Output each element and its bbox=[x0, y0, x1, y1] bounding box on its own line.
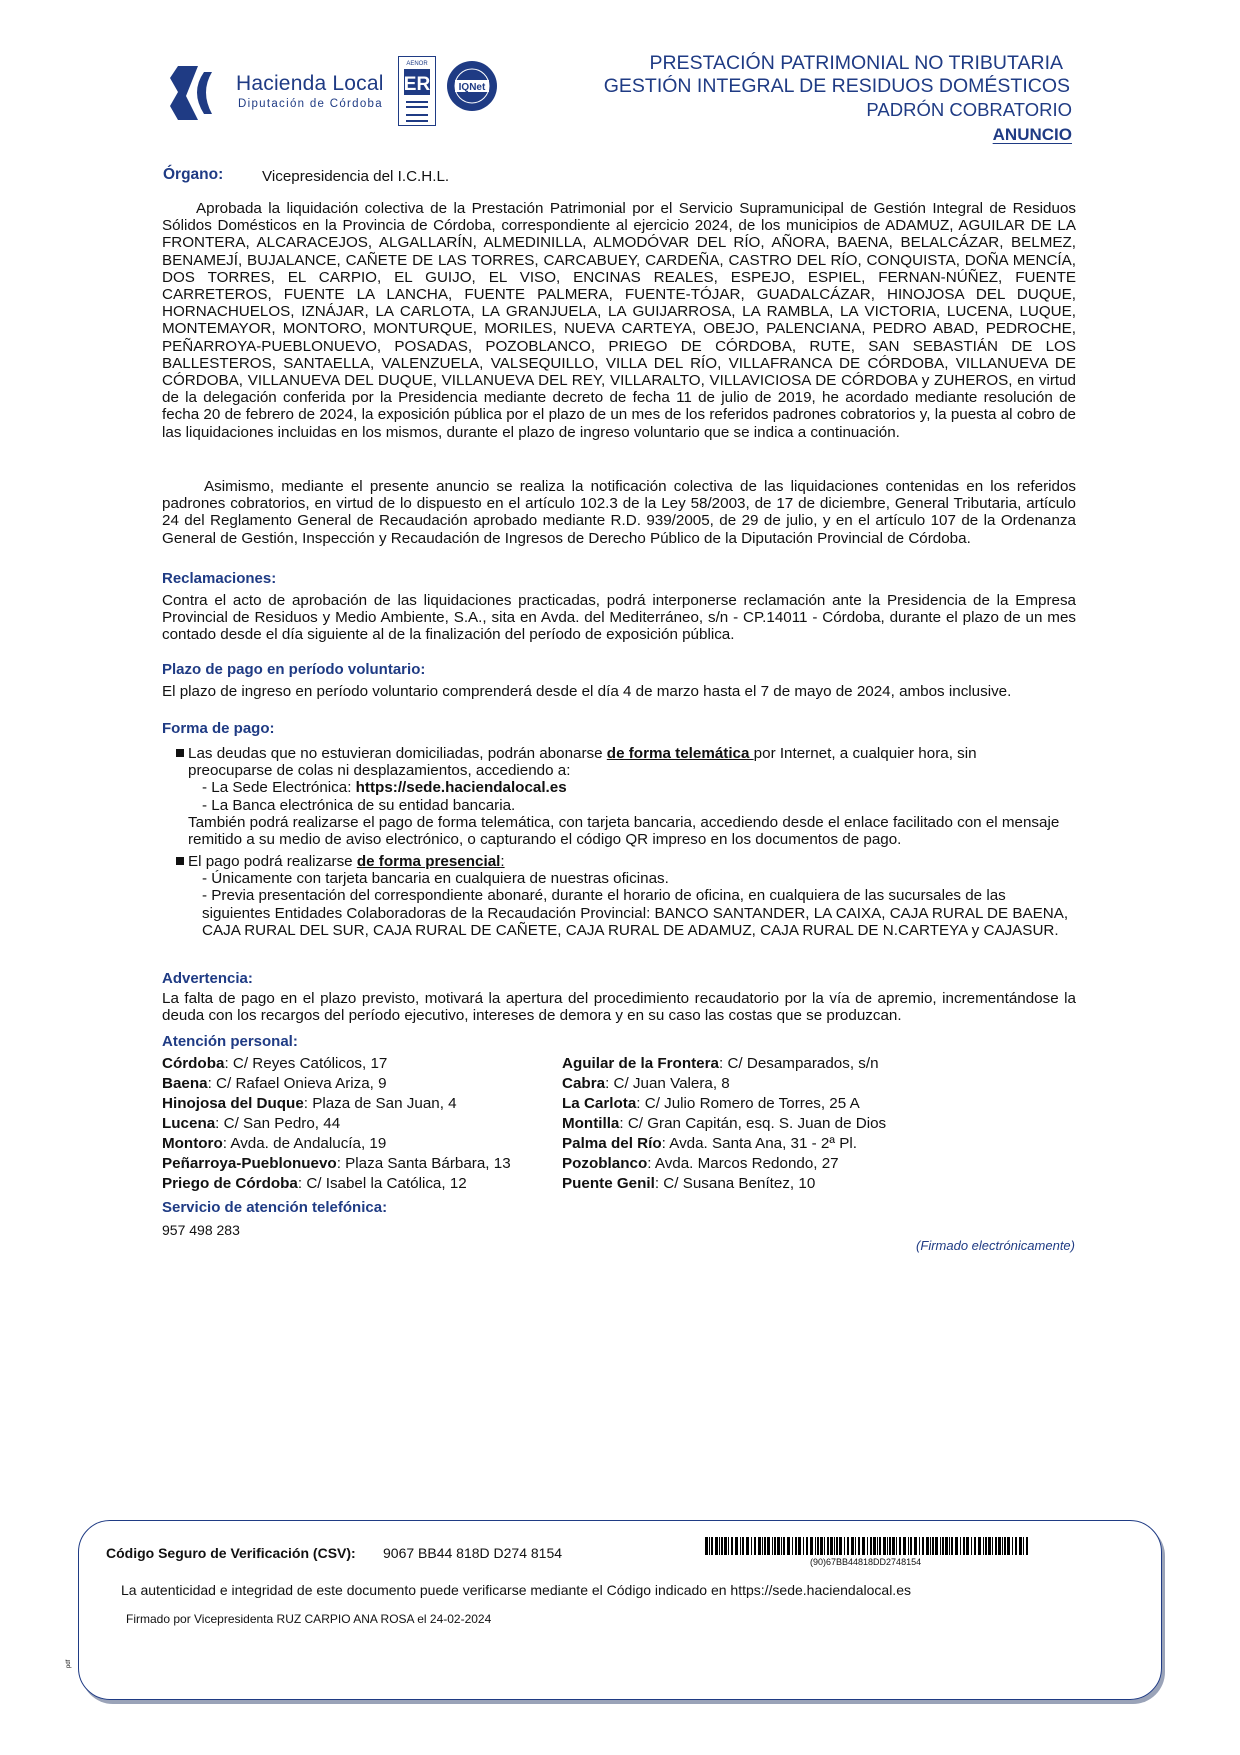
plazo-text: El plazo de ingreso en período voluntario comprenderá desde el día 4 de marzo hasta el 7 de mayo de 2024, ambos inclusive. bbox=[162, 683, 1012, 700]
svg-text:ER: ER bbox=[403, 74, 431, 95]
office-city: Córdoba bbox=[162, 1055, 225, 1072]
barcode-icon bbox=[705, 1537, 1030, 1555]
bullet-square-icon bbox=[176, 749, 184, 757]
office-row: Pozoblanco: Avda. Marcos Redondo, 27 bbox=[562, 1155, 839, 1172]
authenticity-text: La autenticidad e integridad de este documento puede verificarse mediante el Código indicado en https://sede.haciendalocal.es bbox=[121, 1582, 911, 1598]
office-city: Priego de Córdoba bbox=[162, 1175, 298, 1192]
office-address: C/ Juan Valera, 8 bbox=[613, 1075, 730, 1092]
office-address: C/ Susana Benítez, 10 bbox=[663, 1175, 816, 1192]
header-title-2: GESTIÓN INTEGRAL DE RESIDUOS DOMÉSTICOS bbox=[603, 75, 1070, 97]
office-address: C/ Gran Capitán, esq. S. Juan de Dios bbox=[627, 1115, 887, 1132]
office-city: Pozoblanco bbox=[562, 1155, 648, 1172]
logo-subtitle: Diputación de Córdoba bbox=[238, 98, 383, 110]
bullet-square-icon bbox=[176, 857, 184, 865]
office-address: C/ Rafael Onieva Ariza, 9 bbox=[216, 1075, 387, 1092]
office-address: C/ Julio Romero de Torres, 25 A bbox=[644, 1095, 860, 1112]
logo-name: Hacienda Local bbox=[236, 72, 384, 95]
sede-url-link[interactable]: https://sede.haciendalocal.es bbox=[355, 779, 567, 797]
office-row: La Carlota: C/ Julio Romero de Torres, 25 A bbox=[562, 1095, 860, 1112]
banca-item: - La Banca electrónica de su entidad bancaria. bbox=[202, 796, 516, 814]
office-city: Montoro bbox=[162, 1135, 223, 1152]
offices-right-list bbox=[562, 1054, 1062, 1194]
office-row: Aguilar de la Frontera: C/ Desamparados, s/n bbox=[562, 1055, 879, 1072]
office-address: Avda. de Andalucía, 19 bbox=[230, 1135, 387, 1152]
office-city: Baena bbox=[162, 1075, 208, 1092]
svg-text:AENOR: AENOR bbox=[406, 61, 428, 67]
office-row: Lucena: C/ San Pedro, 44 bbox=[162, 1115, 341, 1132]
office-city: Aguilar de la Frontera bbox=[562, 1055, 719, 1072]
presencial-item-2-text: - Previa presentación del correspondiente abonaré, durante el horario de oficina, en cualquiera de las sucursales de las siguientes Entidades Colaboradoras de la Recaudación Provincial: BANCO SANTANDER, LA CAIXA, CAJA RURAL DE BAENA, CAJA RURAL DEL SUR, CAJA RURAL DE CAÑETE, CAJA RURAL DE ADAMUZ, CAJA RURAL DE N.CARTEYA y CAJASUR. bbox=[202, 887, 1069, 939]
side-mark: pdf bbox=[66, 1659, 72, 1668]
firmado-electronicamente: (Firmado electrónicamente) bbox=[916, 1238, 1075, 1253]
offices-left-list bbox=[162, 1054, 552, 1194]
signed-by-text: Firmado por Vicepresidenta RUZ CARPIO ANA ROSA el 24-02-2024 bbox=[126, 1612, 492, 1626]
header-title-3: PADRÓN COBRATORIO bbox=[866, 99, 1072, 120]
office-row: Hinojosa del Duque: Plaza de San Juan, 4 bbox=[162, 1095, 457, 1112]
aenor-certification-icon bbox=[398, 56, 436, 126]
presencial-intro: El pago podrá realizarse bbox=[188, 853, 357, 870]
iqnet-certification-icon bbox=[446, 60, 498, 112]
office-address: Plaza Santa Bárbara, 13 bbox=[345, 1155, 511, 1172]
organo-label: Órgano: bbox=[163, 166, 224, 183]
office-row: Palma del Río: Avda. Santa Ana, 31 - 2ª Pl. bbox=[562, 1135, 857, 1152]
office-city: Lucena bbox=[162, 1115, 216, 1132]
office-address: C/ Reyes Católicos, 17 bbox=[232, 1055, 388, 1072]
office-address: C/ San Pedro, 44 bbox=[223, 1115, 341, 1132]
presencial-colon: : bbox=[500, 853, 505, 870]
telematica-emphasis: de forma telemática bbox=[606, 745, 754, 762]
presencial-item-2 bbox=[202, 887, 1074, 939]
svg-text:IQNet: IQNet bbox=[458, 82, 486, 93]
presencial-item-1: - Únicamente con tarjeta bancaria en cualquiera de nuestras oficinas. bbox=[202, 870, 669, 888]
csv-label: Código Seguro de Verificación (CSV): bbox=[106, 1545, 356, 1561]
advertencia-text: La falta de pago en el plazo previsto, motivará la apertura del procedimiento recaudatorio por la vía de apremio, incrementándose la deuda con los recargos del período ejecutivo, intereses de demora y en su caso las costas que se produzcan. bbox=[162, 990, 1076, 1025]
paragraph-aprobacion: Aprobada la liquidación colectiva de la Prestación Patrimonial por el Servicio Supramunicipal de Gestión Integral de Residuos Sólidos Domésticos en la Provincia de Córdoba, correspondiente al ejercicio 2024, de los municipios de ADAMUZ, AGUILAR DE LA FRONTERA, ALCARACEJOS, ALGALLARÍN, ALMEDINILLA, ALMODÓVAR DEL RÍO, AÑORA, BAENA, BELALCÁZAR, BELMEZ, BENAMEJÍ, BUJALANCE, CAÑETE DE LAS TORRES, CARCABUEY, CARDEÑA, CASTRO DEL RÍO, CONQUISTA, DOÑA MENCÍA, DOS TORRES, EL CARPIO, EL GUIJO, EL VISO, ENCINAS REALES, ESPEJO, ESPIEL, FERNAN-NÚÑEZ, FUENTE CARRETEROS, FUENTE LA LANCHA, FUENTE PALMERA, FUENTE-TÓJAR, GUADALCÁZAR, HINOJOSA DEL DUQUE, HORNACHUELOS, IZNÁJAR, LA CARLOTA, LA GRANJUELA, LA GUIJARROSA, LA RAMBLA, LA VICTORIA, LUCENA, LUQUE, MONTEMAYOR, MONTORO, MONTURQUE, MORILES, NUEVA CARTEYA, OBEJO, PALENCIANA, PEDRO ABAD, PEDROCHE, PEÑARROYA-PUEBLONUEVO, POSADAS, POZOBLANCO, PRIEGO DE CÓRDOBA, RUTE, SAN SEBASTIÁN DE LOS BALLESTEROS, SANTAELLA, VALENZUELA, VALSEQUILLO, VILLA DEL RÍO, VILLAFRANCA DE CÓRDOBA, VILLANUEVA DE CÓRDOBA, VILLANUEVA DEL DUQUE, VILLANUEVA DEL REY, VILLARALTO, VILLAVICIOSA DE CÓRDOBA y ZUHEROS, en virtud de la delegación conferida por la Presidencia mediante decreto de fecha 11 de julio de 2019, he acordado mediante resolución de fecha 20 de febrero de 2024, la exposición pública por el plazo de un mes de los referidos padrones cobratorios y, la puesta al cobro de las liquidaciones incluidas en los mismos, durante el plazo de ingreso voluntario que se indica a continuación. bbox=[162, 200, 1076, 441]
section-title-reclamaciones: Reclamaciones: bbox=[162, 570, 277, 587]
office-address: C/ Desamparados, s/n bbox=[727, 1055, 879, 1072]
office-row: Peñarroya-Pueblonuevo: Plaza Santa Bárbara, 13 bbox=[162, 1155, 511, 1172]
office-city: Peñarroya-Pueblonuevo bbox=[162, 1155, 337, 1172]
bullet-telematica bbox=[174, 745, 1074, 848]
office-city: Hinojosa del Duque bbox=[162, 1095, 304, 1112]
office-city: Palma del Río bbox=[562, 1135, 662, 1152]
office-city: Cabra bbox=[562, 1075, 606, 1092]
barcode-text: (90)67BB44818DD2748154 bbox=[810, 1557, 922, 1567]
office-address: C/ Isabel la Católica, 12 bbox=[306, 1175, 467, 1192]
telefono-number: 957 498 283 bbox=[162, 1222, 240, 1238]
telematica-line2: preocuparse de colas ni desplazamientos, accediendo a: bbox=[188, 762, 571, 780]
office-address: Avda. Marcos Redondo, 27 bbox=[654, 1155, 839, 1172]
office-row: Cabra: C/ Juan Valera, 8 bbox=[562, 1075, 730, 1092]
section-title-advertencia: Advertencia: bbox=[162, 970, 253, 987]
office-address: Avda. Santa Ana, 31 - 2ª Pl. bbox=[669, 1135, 857, 1152]
anuncio-heading: ANUNCIO bbox=[992, 125, 1072, 144]
office-row: Córdoba: C/ Reyes Católicos, 17 bbox=[162, 1055, 388, 1072]
header-title-1: PRESTACIÓN PATRIMONIAL NO TRIBUTARIA bbox=[649, 52, 1063, 74]
reclamaciones-text: Contra el acto de aprobación de las liquidaciones practicadas, podrá interponerse reclamación ante la Presidencia de la Empresa Provincial de Residuos y Medio Ambiente, S.A., sita en Avda. del Mediterráneo, s/n - CP.14011 - Córdoba, durante el plazo de un mes contado desde el día siguiente al de la finalización del período de exposición pública. bbox=[162, 592, 1076, 644]
section-title-telefono: Servicio de atención telefónica: bbox=[162, 1199, 388, 1216]
office-city: Puente Genil bbox=[562, 1175, 655, 1192]
office-row: Montilla: C/ Gran Capitán, esq. S. Juan de Dios bbox=[562, 1115, 887, 1132]
telematica-intro: Las deudas que no estuvieran domiciliadas, podrán abonarse bbox=[188, 745, 607, 762]
office-city: Montilla bbox=[562, 1115, 620, 1132]
hacienda-local-logo-icon bbox=[170, 66, 226, 120]
office-row: Montoro: Avda. de Andalucía, 19 bbox=[162, 1135, 387, 1152]
office-row: Priego de Córdoba: C/ Isabel la Católica, 12 bbox=[162, 1175, 467, 1192]
section-title-atencion: Atención personal: bbox=[162, 1033, 298, 1050]
office-address: Plaza de San Juan, 4 bbox=[312, 1095, 457, 1112]
paragraph-notificacion: Asimismo, mediante el presente anuncio se realiza la notificación colectiva de las liquidaciones contenidas en los referidos padrones cobratorios, en virtud de lo dispuesto en el artículo 102.3 de la Ley 58/2003, de 17 de diciembre, General Tributaria, artículo 24 del Reglamento General de Recaudación aprobado mediante R.D. 939/2005, de 29 de julio, y en el artículo 107 de la Ordenanza General de Gestión, Inspección y Recaudación de Ingresos de Derecho Público de la Diputación Provincial de Córdoba. bbox=[162, 478, 1076, 547]
office-row: Puente Genil: C/ Susana Benítez, 10 bbox=[562, 1175, 816, 1192]
csv-value: 9067 BB44 818D D274 8154 bbox=[383, 1545, 563, 1561]
presencial-emphasis: de forma presencial bbox=[356, 853, 501, 870]
organo-value: Vicepresidencia del I.C.H.L. bbox=[262, 168, 450, 185]
section-title-plazo: Plazo de pago en período voluntario: bbox=[162, 661, 426, 678]
sede-label: - La Sede Electrónica: bbox=[202, 779, 356, 797]
tambien-text: También podrá realizarse el pago de forma telemática, con tarjeta bancaria, accediendo desde el enlace facilitado con el mensaje remitido a su medio de aviso electrónico, o capturando el código QR impreso en los documentos de pago. bbox=[188, 813, 1060, 849]
bullet-presencial bbox=[174, 853, 1074, 939]
office-row: Baena: C/ Rafael Onieva Ariza, 9 bbox=[162, 1075, 387, 1092]
telematica-intro-end: por Internet, a cualquier hora, sin bbox=[753, 745, 977, 762]
section-title-forma-pago: Forma de pago: bbox=[162, 720, 275, 737]
office-city: La Carlota bbox=[562, 1095, 637, 1112]
